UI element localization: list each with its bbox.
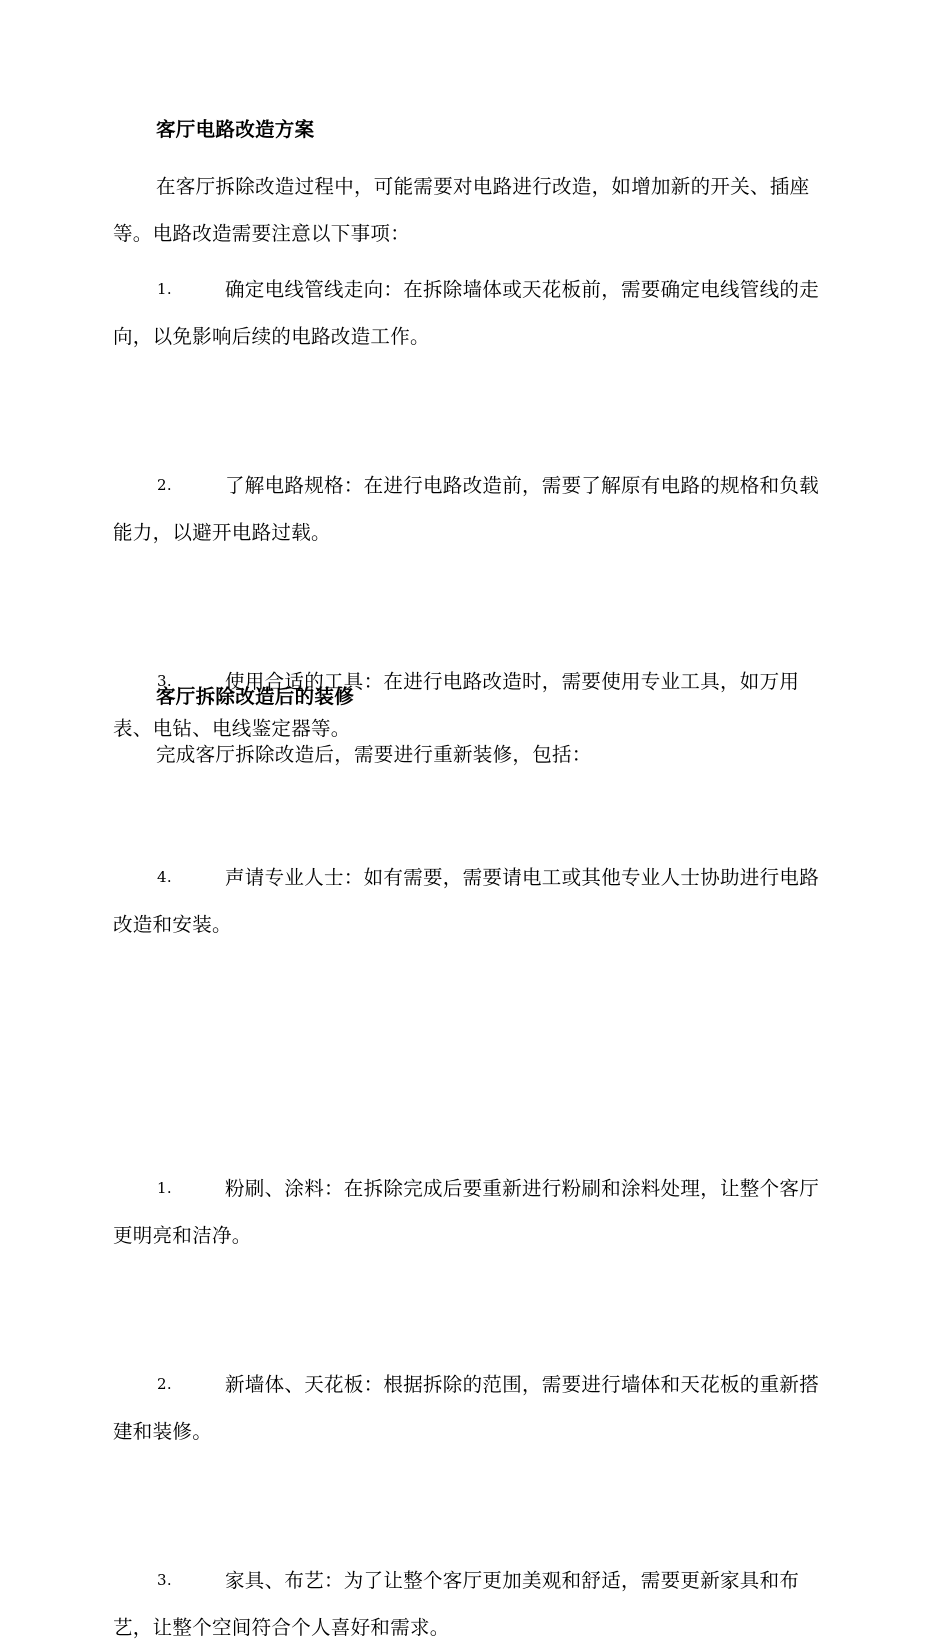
list-item-text: 新墙体、天花板：根据拆除的范围，需要进行墙体和天花板的重新搭建和装修。: [113, 1373, 820, 1443]
list-item: [113, 1165, 838, 1259]
list-item: [113, 1361, 838, 1455]
list-item-text: 家具、布艺：为了让整个客厅更加美观和舒适，需要更新家具和布艺，让整个空间符合个人喜好和需求。: [113, 1569, 800, 1639]
list-item-text: 了解电路规格：在进行电路改造前，需要了解原有电路的规格和负载能力，以避开电路过载。: [113, 474, 820, 544]
list-item-text: 粉刷、涂料：在拆除完成后要重新进行粉刷和涂料处理，让整个客厅更明亮和洁净。: [113, 1177, 820, 1247]
list-item-number: 2.: [157, 476, 172, 494]
list-item-number: 3.: [157, 672, 172, 690]
list-item-number: 1.: [157, 1179, 172, 1197]
section-heading-renovation: 客厅拆除改造后的装修: [156, 685, 355, 708]
list-item-number: 1.: [157, 280, 172, 298]
list-item-text: 使用合适的工具：在进行电路改造时，需要使用专业工具，如万用表、电钻、电线鉴定器等。: [113, 670, 800, 740]
section-heading-circuit: 客厅电路改造方案: [156, 118, 315, 141]
list-item: [113, 854, 838, 948]
list-item-number: 3.: [157, 1571, 172, 1589]
list-item-number: 4.: [157, 868, 172, 886]
list-item: [113, 266, 838, 360]
list-item-text: 确定电线管线走向：在拆除墙体或天花板前，需要确定电线管线的走向，以免影响后续的电路改造工作。: [113, 278, 820, 348]
list-item-text: 声请专业人士：如有需要，需要请电工或其他专业人士协助进行电路改造和安装。: [113, 866, 820, 936]
list-item: [113, 462, 838, 556]
section-intro-renovation: 完成客厅拆除改造后，需要进行重新装修，包括：: [156, 743, 592, 766]
list-item-number: 2.: [157, 1375, 172, 1393]
section-intro-circuit: 在客厅拆除改造过程中，可能需要对电路进行改造，如增加新的开关、插座等。电路改造需要注意以下事项：: [113, 175, 810, 245]
list-item: [113, 1557, 838, 1651]
